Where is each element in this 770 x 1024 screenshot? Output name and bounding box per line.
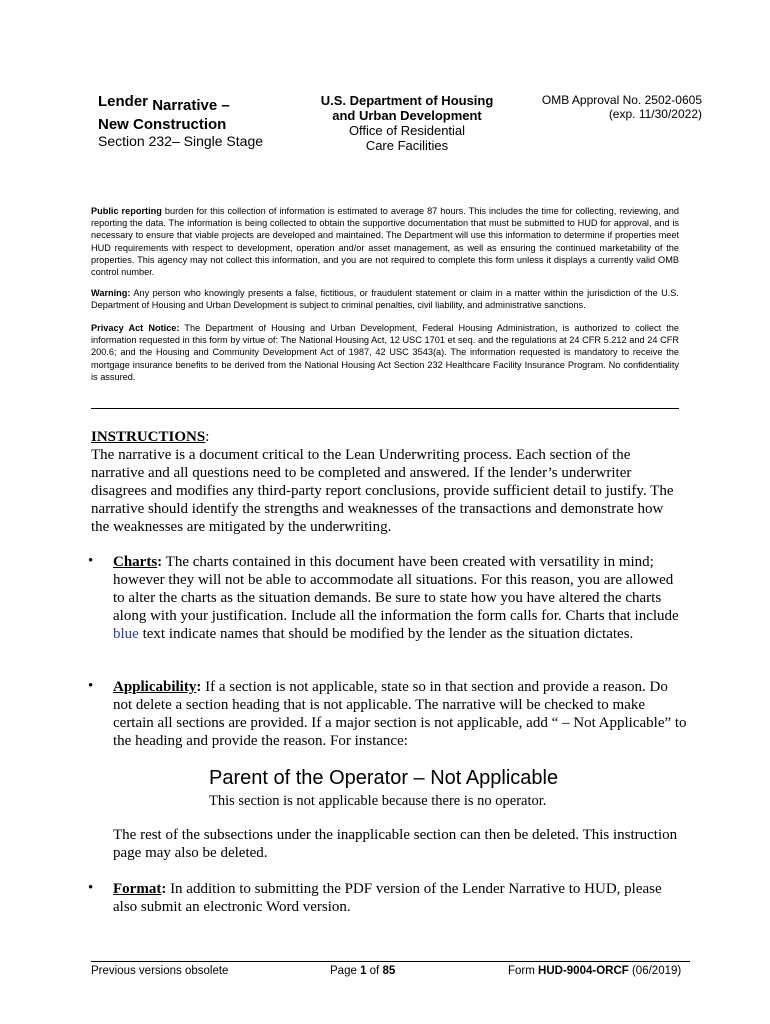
applicability-text: If a section is not applicable, state so in that section and provide a reason. Do not delete a section heading that is not applicable. The narrative will be checked to make certain all sections are provided. If a major section is not applicable, add “ – Not Applicable” to the heading and provide the reason. For instance: <box>113 679 687 749</box>
agency-line-3: Office of Residential <box>348 123 466 138</box>
applicability-colon: : <box>196 679 202 695</box>
instructions-intro-text: The narrative is a document critical to the Lean Underwriting process. Each section of the narrative and all questions need to be completed and answered. If the lender’s underwriter disagrees and modifies any third-party report conclusions, provide sufficient detail to justify. The narrative should identify the strengths and weaknesses of the transactions and demonstrate how the weaknesses are mitigated by the underwriting. <box>91 447 674 535</box>
privacy-text: The Department of Housing and Urban Development, Federal Housing Administration, is authorized to collect the information requested in this form by virtue of: The National Housing Act, 12 USC 1701 et seq. and the regulations at 24 CFR 5.212 and 24 CFR 200.6; and the Housing and Community Development Act of 1987, 42 USC 3543(a). The information requested is mandatory to receive the mortgage insurance benefits to be derived from the National Housing Act Section 232 Healthcare Facility Insurance Program. No confidentiality is assured. <box>91 323 680 382</box>
page-total: 85 <box>382 965 396 977</box>
page-number <box>330 965 395 977</box>
applicability-instruction <box>113 678 688 750</box>
bullet-charts: • <box>88 553 94 569</box>
public-reporting-label: Public reporting <box>91 206 162 216</box>
charts-text-a: The charts contained in this document have been created with versatility in mind; however they will not be able to accommodate all situations. For this reason, you are allowed to alter the charts as the situation demands. Be sure to state how you have altered the charts along with your justification. Include all the information the form calls for. Charts that include <box>113 554 679 624</box>
agency-line-4: Care Facilities <box>365 138 449 153</box>
instructions-intro <box>91 428 681 536</box>
example-text: This section is not applicable because there is no operator. <box>209 793 547 809</box>
section-divider <box>91 408 679 409</box>
privacy-act-notice <box>91 322 679 383</box>
charts-instruction <box>113 553 688 643</box>
agency-block <box>312 93 502 153</box>
omb-expiration: (exp. 11/30/2022) <box>608 107 702 121</box>
form-title-word-lender: Lender <box>98 93 149 110</box>
page-of: of <box>366 965 383 977</box>
footer-divider <box>91 961 690 962</box>
page-prefix: Page <box>330 965 361 977</box>
form-id: HUD-9004-ORCF <box>538 965 629 977</box>
format-colon: : <box>161 881 167 897</box>
privacy-label: Privacy Act Notice: <box>91 323 180 333</box>
subsections-note: The rest of the subsections under the inapplicable section can then be deleted. This instruction page may also be deleted. <box>113 827 678 861</box>
footer-obsolete: Previous versions obsolete <box>91 965 229 977</box>
bullet-format: • <box>88 880 94 896</box>
public-reporting-text: burden for this collection of information is estimated to average 87 hours. This includes the time for collecting, reviewing, and reporting the data. The information is being collected to obtain the supportive documentation that must be submitted to HUD for approval, and is necessary to ensure that viable projects are developed and maintained. The Department will use this information to determine if properties meet HUD requirements with respect to development, operation and/or asset management, as well as ensuring the continued marketability of the properties. This agency may not collect this information, and you are not required to complete this form unless it displays a currently valid OMB control number. <box>91 206 679 278</box>
format-label: Format <box>113 881 162 897</box>
omb-approval <box>530 93 702 121</box>
charts-blue-word: blue <box>113 626 139 642</box>
form-prefix: Form <box>508 965 539 977</box>
agency-line-1: U.S. Department of Housing <box>320 93 494 108</box>
form-title-word-narrative: Narrative – <box>152 97 230 114</box>
omb-number: OMB Approval No. 2502-0605 <box>541 93 702 107</box>
bullet-applicability: • <box>88 678 94 694</box>
form-subtitle: Section 232– Single Stage <box>98 133 264 149</box>
warning-label: Warning: <box>91 288 131 298</box>
page-current: 1 <box>360 965 367 977</box>
form-title <box>98 93 230 114</box>
form-title-line2: New Construction <box>98 116 227 133</box>
format-instruction <box>113 880 688 916</box>
form-date: (06/2019) <box>628 965 682 977</box>
warning-notice <box>91 287 679 311</box>
agency-line-2: and Urban Development <box>332 108 482 123</box>
form-number <box>508 965 681 977</box>
charts-text-b: text indicate names that should be modified by the lender as the situation dictates. <box>138 626 634 642</box>
warning-text: Any person who knowingly presents a false, fictitious, or fraudulent statement or claim in a matter within the jurisdiction of the U.S. Department of Housing and Urban Development is subject to criminal penalties, civil liability, and administrative sanctions. <box>91 288 679 311</box>
charts-label: Charts <box>113 554 158 570</box>
instructions-heading-colon: : <box>205 429 210 445</box>
applicability-label: Applicability <box>113 679 197 695</box>
public-reporting-notice <box>91 205 679 278</box>
format-text: In addition to submitting the PDF version of the Lender Narrative to HUD, please also submit an electronic Word version. <box>113 881 662 915</box>
charts-colon: : <box>157 554 163 570</box>
instructions-heading: INSTRUCTIONS <box>91 429 206 445</box>
example-heading: Parent of the Operator – Not Applicable <box>209 767 559 789</box>
